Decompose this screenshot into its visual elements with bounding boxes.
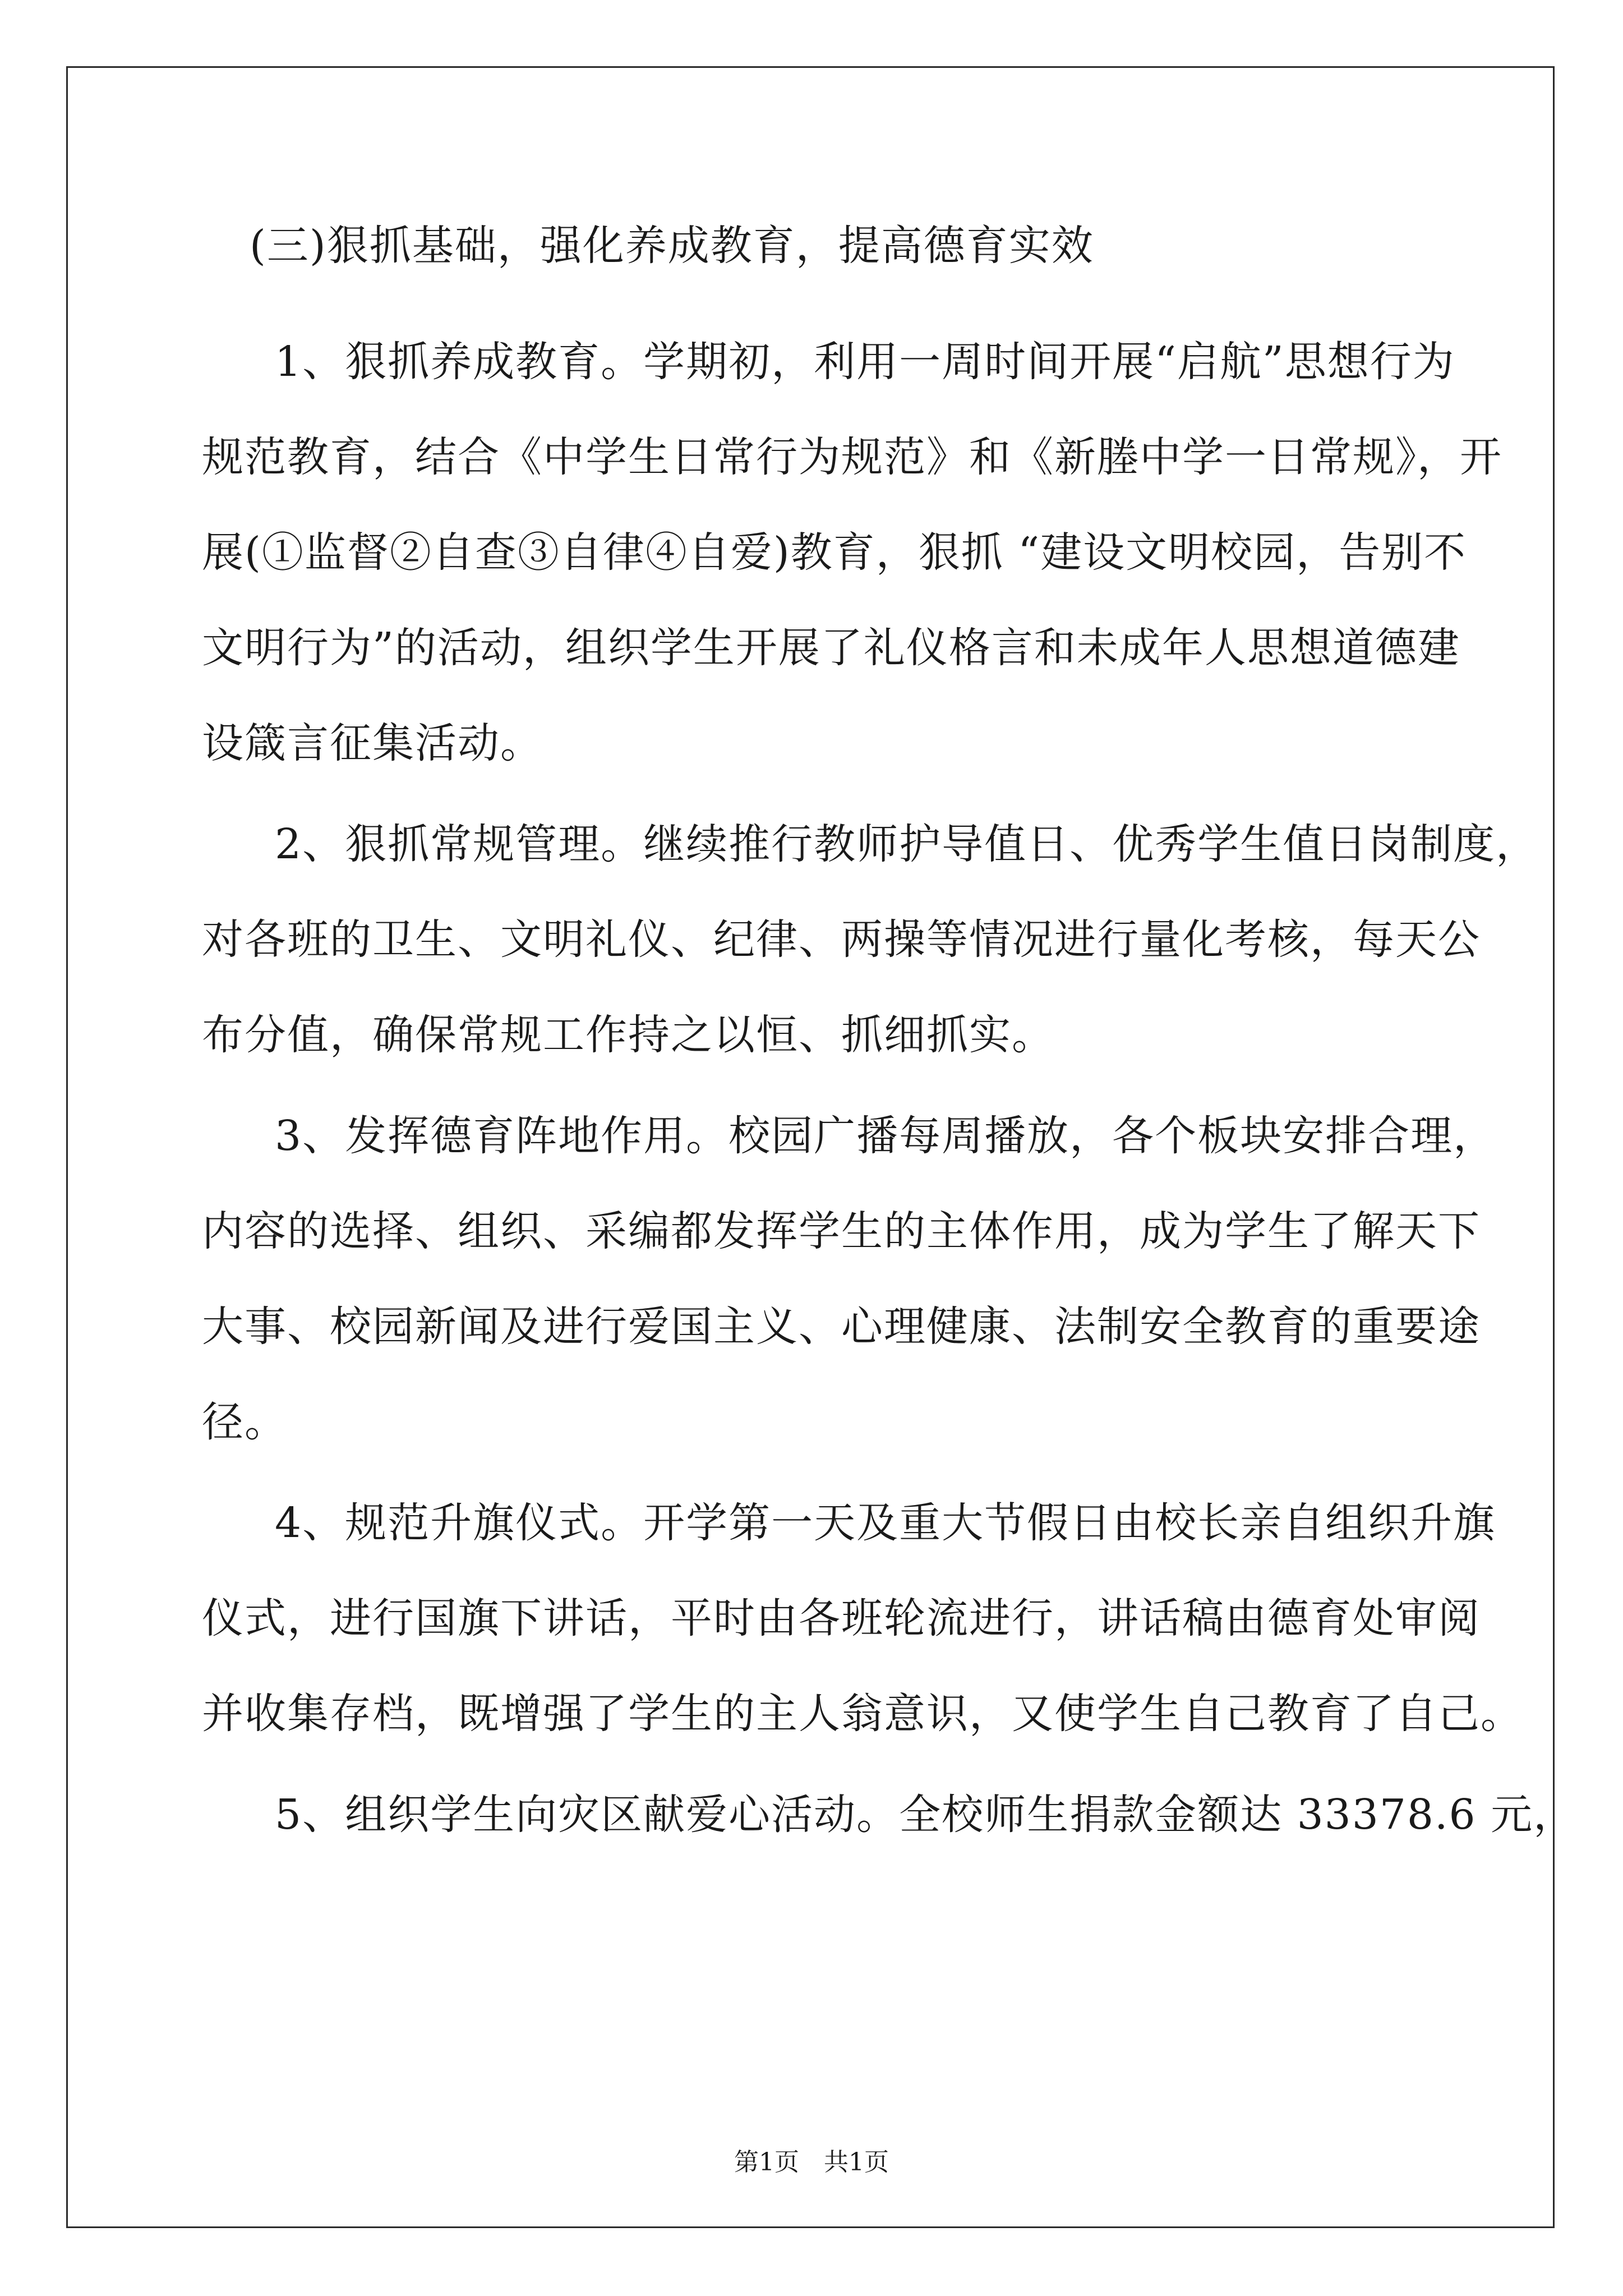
paragraph-line: 并收集存档，既增强了学生的主人翁意识，又使学生自己教育了自己。 [202, 1690, 1523, 1738]
paragraph-line: 展(①监督②自查③自律④自爱)教育，狠抓 “建设文明校园，告别不 [202, 528, 1467, 577]
paragraph-line: 文明行为”的活动，组织学生开展了礼仪格言和未成年人思想道德建 [202, 624, 1460, 672]
page-number-footer: 第1页 共1页 [734, 2148, 889, 2177]
paragraph-line: 4、规范升旗仪式。开学第一天及重大节假日由校长亲自组织升旗 [275, 1499, 1496, 1547]
paragraph-line: 仪式，进行国旗下讲话，平时由各班轮流进行，讲话稿由德育处审阅 [202, 1594, 1481, 1642]
paragraph-line: 3、发挥德育阵地作用。校园广播每周播放，各个板块安排合理， [275, 1112, 1496, 1160]
paragraph-line: 大事、校园新闻及进行爱国主义、心理健康、法制安全教育的重要途 [202, 1303, 1481, 1351]
paragraph-line: 径。 [202, 1398, 287, 1446]
section-heading: (三)狠抓基础，强化养成教育，提高德育实效 [250, 222, 1094, 270]
paragraph-line: 1、狠抓养成教育。学期初，利用一周时间开展“启航”思想行为 [275, 338, 1455, 386]
paragraph-line: 设箴言征集活动。 [202, 719, 543, 767]
paragraph-line: 5、组织学生向灾区献爱心活动。全校师生捐款金额达 33378.6 元， [275, 1791, 1576, 1839]
paragraph-line: 布分值，确保常规工作持之以恒、抓细抓实。 [202, 1011, 1054, 1059]
paragraph-line: 内容的选择、组织、采编都发挥学生的主体作用，成为学生了解天下 [202, 1207, 1481, 1255]
paragraph-line: 对各班的卫生、文明礼仪、纪律、两操等情况进行量化考核，每天公 [202, 915, 1481, 964]
paragraph-line: 规范教育，结合《中学生日常行为规范》和《新塍中学一日常规》，开 [202, 433, 1502, 481]
paragraph-line: 2、狠抓常规管理。继续推行教师护导值日、优秀学生值日岗制度， [275, 820, 1539, 868]
